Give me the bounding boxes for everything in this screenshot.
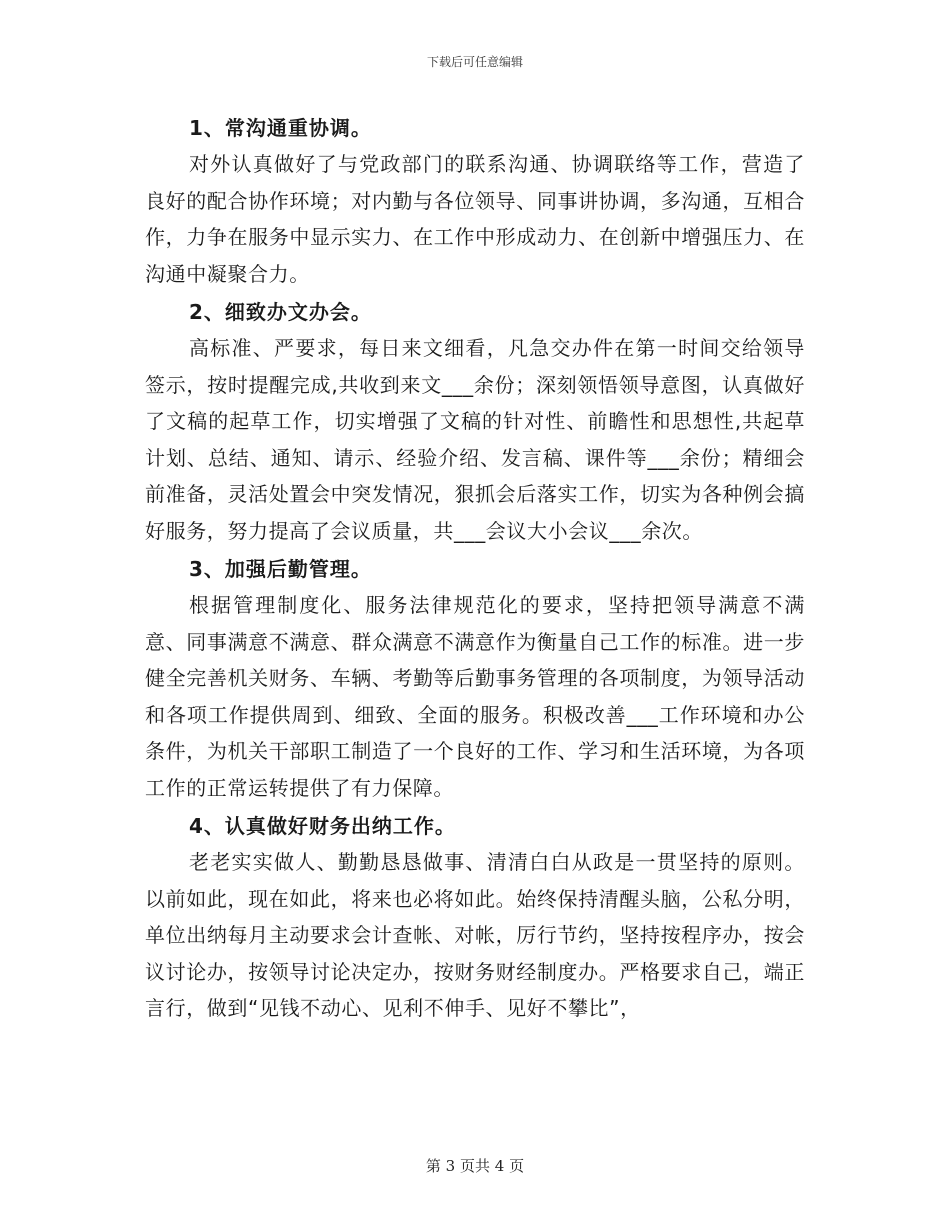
section-heading: 4、认真做好财务出纳工作。 [189, 814, 456, 838]
section-paragraph: 高标准、严要求，每日来文细看，凡急交办件在第一时间交给领导签示，按时提醒完成,共收到来文___余份；深刻领悟领导意图，认真做好了文稿的起草工作，切实增强了文稿的针对性、前瞻性和思想性,共起草计划、总结、通知、请示、经验介绍、发言稿、课件等___余份；精细会前准备，灵活处置会中突发情况，狠抓会后落实工作，切实为各种例会搞好服务，努力提高了会议质量，共___会议大小会议___余次。 [145, 336, 805, 543]
document-body [145, 110, 805, 1029]
section-2 [145, 294, 805, 549]
page-footer: 第 3 页共 4 页 [425, 1157, 525, 1175]
section-paragraph: 老老实实做人、勤勤恳恳做事、清清白白从政是一贯坚持的原则。以前如此，现在如此，将来也必将如此。始终保持清醒头脑，公私分明，单位出纳每月主动要求会计查帐、对帐，厉行节约，坚持按程序办，按会议讨论办，按领导讨论决定办，按财务财经制度办。严格要求自己，端正言行，做到“见钱不动心、见利不伸手、见好不攀比”， [145, 850, 805, 1020]
page-header: 下载后可任意编辑 [426, 55, 523, 69]
section-heading: 3、加强后勤管理。 [189, 557, 372, 581]
section-1 [145, 110, 805, 292]
section-heading: 2、细致办文办会。 [189, 300, 372, 324]
section-heading: 1、常沟通重协调。 [189, 116, 372, 140]
section-paragraph: 对外认真做好了与党政部门的联系沟通、协调联络等工作，营造了良好的配合协作环境；对内勤与各位领导、同事讲协调，多沟通，互相合作，力争在服务中显示实力、在工作中形成动力、在创新中增强压力、在沟通中凝聚合力。 [145, 152, 805, 286]
section-3 [145, 551, 805, 806]
section-4 [145, 808, 805, 1027]
section-paragraph: 根据管理制度化、服务法律规范化的要求，坚持把领导满意不满意、同事满意不满意、群众满意不满意作为衡量自己工作的标准。进一步健全完善机关财务、车辆、考勤等后勤事务管理的各项制度，为领导活动和各项工作提供周到、细致、全面的服务。积极改善___工作环境和办公条件，为机关干部职工制造了一个良好的工作、学习和生活环境，为各项工作的正常运转提供了有力保障。 [145, 593, 805, 800]
